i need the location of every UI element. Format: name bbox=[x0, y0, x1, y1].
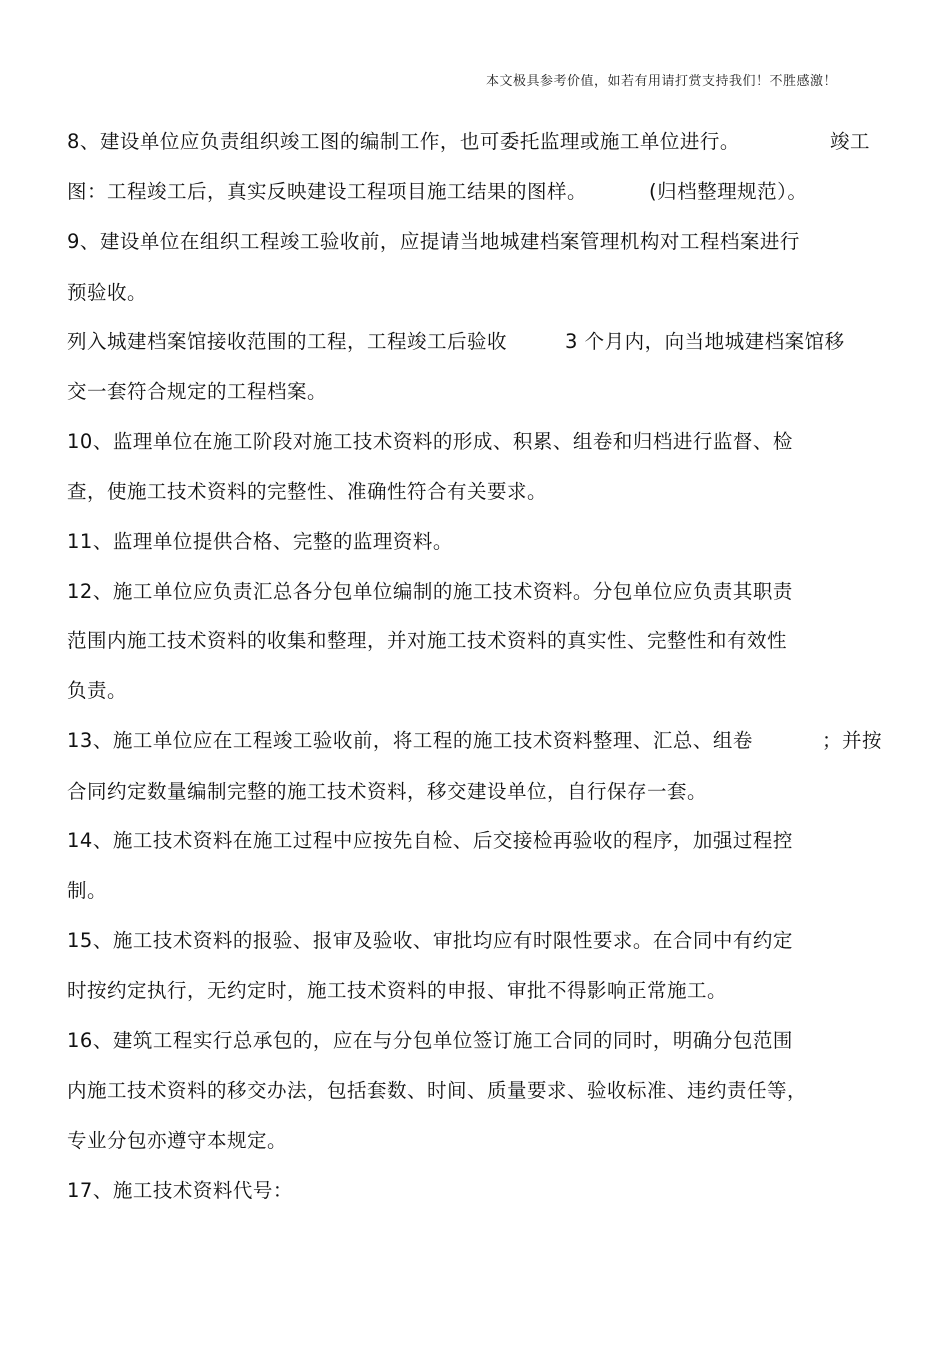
paragraph-13-text-a: 13、施工单位应在工程竣工验收前，将工程的施工技术资料整理、汇总、组卷 bbox=[67, 729, 753, 752]
paragraph-9-text-a: 列入城建档案馆接收范围的工程，工程竣工后验收 bbox=[67, 330, 508, 353]
paragraph-14-line-2: 制。 bbox=[67, 879, 108, 902]
paragraph-9-line-4: 交一套符合规定的工程档案。 bbox=[67, 380, 328, 403]
paragraph-8-text-a: 8、建设单位应负责组织竣工图的编制工作，也可委托监理或施工单位进行。 bbox=[67, 130, 740, 153]
paragraph-16-line-1: 16、建筑工程实行总承包的，应在与分包单位签订施工合同的同时，明确分包范围 bbox=[67, 1029, 793, 1052]
paragraph-9-text-b: 3 个月内，向当地城建档案馆移 bbox=[565, 330, 845, 353]
paragraph-10-line-1: 10、监理单位在施工阶段对施工技术资料的形成、积累、组卷和归档进行监督、检 bbox=[67, 430, 793, 453]
paragraph-10-line-2: 查，使施工技术资料的完整性、准确性符合有关要求。 bbox=[67, 480, 548, 503]
paragraph-13-text-b: ；并按 bbox=[822, 729, 883, 752]
paragraph-8-text-c: 图：工程竣工后，真实反映建设工程项目施工结果的图样。 bbox=[67, 180, 588, 203]
paragraph-15-line-1: 15、施工技术资料的报验、报审及验收、审批均应有时限性要求。在合同中有约定 bbox=[67, 929, 793, 952]
paragraph-12-line-2: 范围内施工技术资料的收集和整理，并对施工技术资料的真实性、完整性和有效性 bbox=[67, 629, 788, 652]
paragraph-16-line-3: 专业分包亦遵守本规定。 bbox=[67, 1129, 288, 1152]
paragraph-13-line-2: 合同约定数量编制完整的施工技术资料，移交建设单位，自行保存一套。 bbox=[67, 780, 708, 803]
header-note: 本文极具参考价值，如若有用请打赏支持我们！不胜感激！ bbox=[486, 74, 838, 89]
paragraph-12-line-3: 负责。 bbox=[67, 679, 128, 702]
paragraph-9-line-2: 预验收。 bbox=[67, 281, 148, 304]
paragraph-12-line-1: 12、施工单位应负责汇总各分包单位编制的施工技术资料。分包单位应负责其职责 bbox=[67, 580, 793, 603]
paragraph-14-line-1: 14、施工技术资料在施工过程中应按先自检、后交接检再验收的程序，加强过程控 bbox=[67, 829, 793, 852]
paragraph-11-line-1: 11、监理单位提供合格、完整的监理资料。 bbox=[67, 530, 453, 553]
paragraph-17-line-1: 17、施工技术资料代号： bbox=[67, 1179, 293, 1202]
paragraph-16-line-2: 内施工技术资料的移交办法，包括套数、时间、质量要求、验收标准、违约责任等， bbox=[67, 1079, 808, 1102]
paragraph-15-line-2: 时按约定执行，无约定时，施工技术资料的申报、审批不得影响正常施工。 bbox=[67, 979, 728, 1002]
paragraph-9-line-1: 9、建设单位在组织工程竣工验收前，应提请当地城建档案管理机构对工程档案进行 bbox=[67, 230, 800, 253]
paragraph-8-text-b: 竣工 bbox=[830, 130, 871, 153]
paragraph-8-text-d: (归档整理规范）。 bbox=[649, 180, 808, 203]
